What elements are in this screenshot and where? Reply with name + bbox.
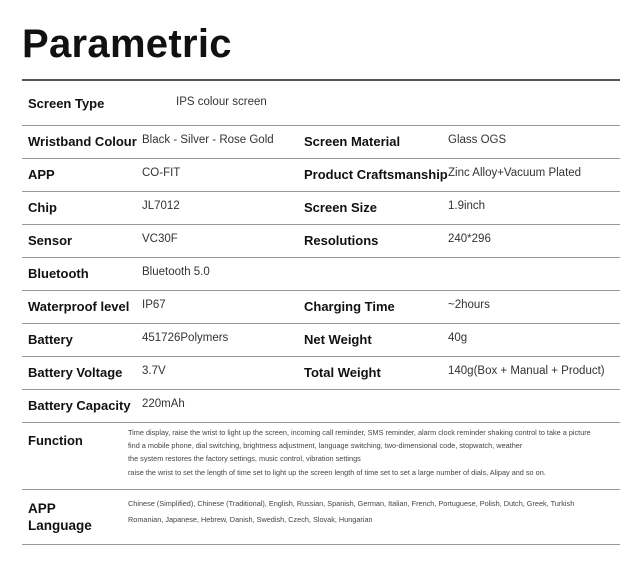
spec-value: JL7012 (142, 200, 180, 212)
spec-label: Battery (28, 332, 73, 347)
spec-label: Battery Capacity (28, 398, 131, 413)
spec-value: 40g (448, 332, 468, 344)
spec-label: APP Language (28, 501, 92, 533)
spec-label: Charging Time (304, 299, 395, 314)
spec-label: APP (28, 167, 55, 182)
spec-label: Net Weight (304, 332, 372, 347)
spec-label: Sensor (28, 233, 73, 248)
language-line: Romanian, Japanese, Hebrew, Danish, Swedish, Czech, Slovak, Hungarian (128, 515, 373, 524)
spec-value: 3.7V (142, 365, 166, 377)
spec-row-sensor (22, 224, 620, 257)
language-line: Chinese (Simplified), Chinese (Traditional), English, Russian, Spanish, German, Italian, French, Portuguese, Polish, Dutch, Greek, Turkish (128, 499, 575, 508)
spec-value: Glass OGS (448, 134, 507, 146)
spec-label: Bluetooth (28, 266, 89, 281)
page-title: Parametric (22, 22, 232, 66)
spec-row-waterproof (22, 290, 620, 323)
spec-row-chip (22, 191, 620, 224)
spec-label: Wristband Colour (28, 134, 137, 149)
function-line: Time display, raise the wrist to light up the screen, incoming call reminder, SMS reminder, alarm clock reminder shaking control to take a picture (128, 428, 591, 437)
spec-value: Bluetooth 5.0 (142, 266, 210, 278)
spec-row-screen-type (22, 79, 620, 125)
spec-value: IP67 (142, 299, 166, 311)
spec-value: 1.9inch (448, 200, 486, 212)
function-description (128, 426, 591, 479)
spec-value: Black - Silver - Rose Gold (142, 134, 274, 146)
spec-value: VC30F (142, 233, 178, 245)
spec-row-battery-capacity (22, 389, 620, 422)
spec-label: Screen Size (304, 200, 377, 215)
spec-value: 240*296 (448, 233, 491, 245)
spec-label: Waterproof level (28, 299, 130, 314)
spec-value: 220mAh (142, 398, 185, 410)
function-line: raise the wrist to set the length of time set to light up the screen length of time set to set a large number of dials, Alipay and so on. (128, 467, 546, 477)
function-line: the system restores the factory settings, music control, vibration settings (128, 454, 361, 464)
spec-label: Function (28, 433, 83, 448)
spec-value: Zinc Alloy+Vacuum Plated (448, 167, 582, 179)
spec-label: Chip (28, 200, 57, 215)
function-line: find a mobile phone, dial switching, brightness adjustment, language switching, two-dimensional code, stopwatch, weather (128, 441, 523, 451)
spec-label: Screen Material (304, 134, 401, 149)
spec-label: Screen Type (28, 96, 105, 111)
spec-label: Product Craftsmanship (304, 167, 448, 182)
spec-label: Total Weight (304, 365, 381, 380)
spec-value: 451726Polymers (142, 332, 229, 344)
spec-value: CO-FIT (142, 167, 181, 179)
spec-row-function (22, 422, 620, 489)
spec-label: Resolutions (304, 233, 379, 248)
spec-label: Battery Voltage (28, 365, 123, 380)
spec-table (22, 79, 620, 545)
spec-value: IPS colour screen (176, 96, 267, 108)
language-list (128, 496, 574, 528)
spec-row-battery-voltage (22, 356, 620, 389)
spec-row-wristband-colour (22, 125, 620, 158)
spec-row-app-language (22, 489, 620, 545)
spec-row-app (22, 158, 620, 191)
spec-row-battery (22, 323, 620, 356)
spec-value: 140g(Box + Manual + Product) (448, 365, 605, 377)
spec-value: ~2hours (448, 299, 490, 311)
spec-row-bluetooth (22, 257, 620, 290)
